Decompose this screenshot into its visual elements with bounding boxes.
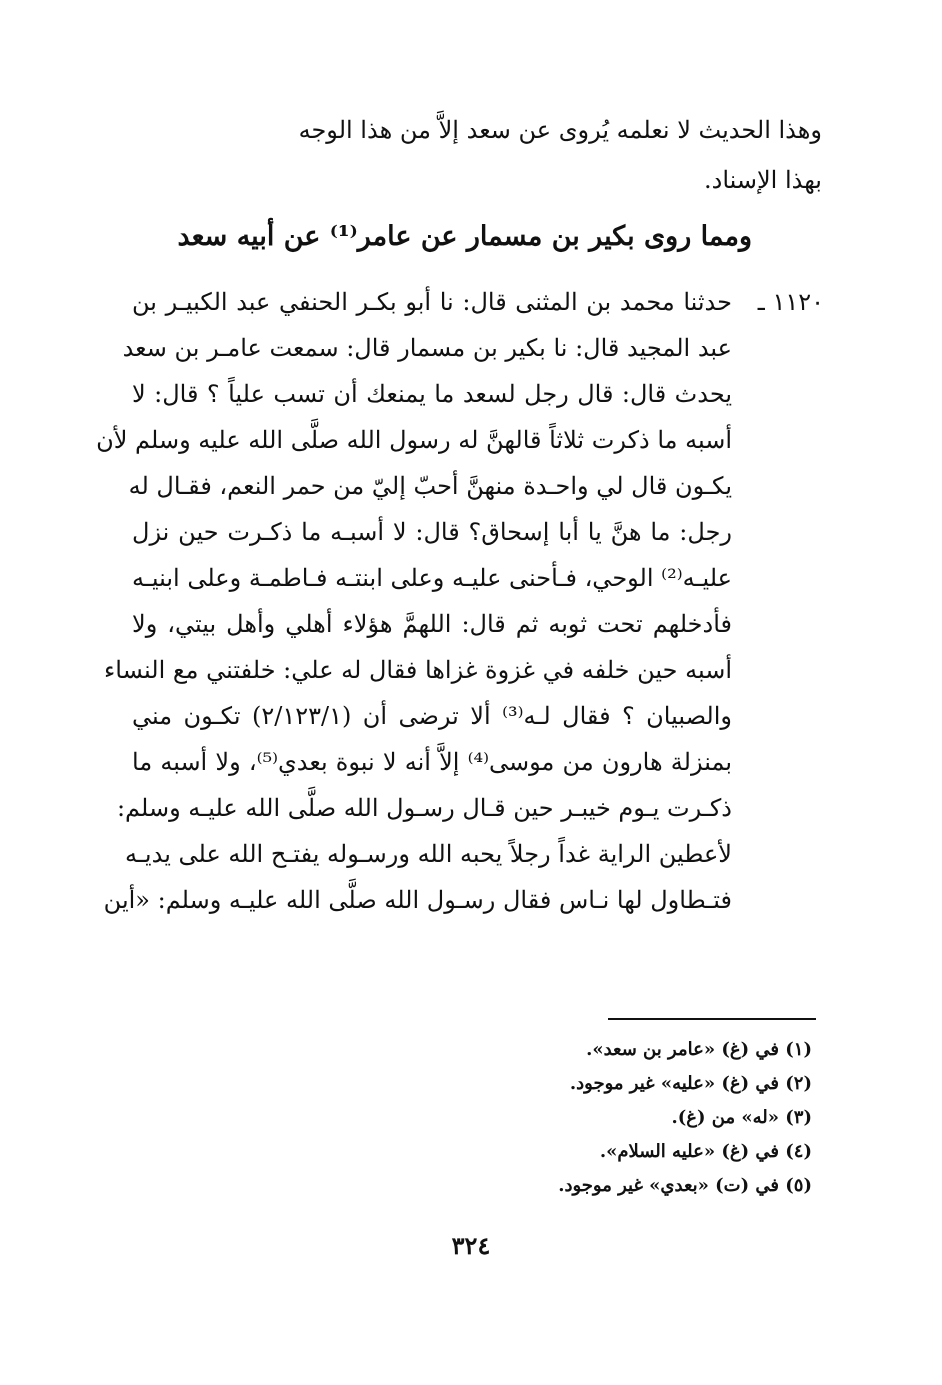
hadith-number: ١١٢٠ ـ	[757, 288, 824, 316]
intro-line-2: بهذا الإسناد.	[704, 166, 822, 194]
hadith-line: بمنزلة هارون من موسى⁽⁴⁾ إلاَّ أنه لا نبوة بعدي⁽⁵⁾، ولا أسبه ما	[132, 748, 732, 776]
hadith-line: حدثنا محمد بن المثنى قال: نا أبو بكـر الحنفي عبد الكبيـر بن	[132, 288, 732, 316]
hadith-line: فتـطاول لها نـاس فقال رسـول الله صلَّى الله عليـه وسلم: «أين	[103, 886, 732, 914]
footnote-divider	[608, 1018, 816, 1020]
section-heading: ومما روى بكير بن مسمار عن عامر⁽¹⁾ عن أبيه سعد	[177, 221, 752, 252]
intro-line-1: وهذا الحديث لا نعلمه يُروى عن سعد إلاَّ من هذا الوجه	[298, 116, 822, 144]
hadith-line: عليـه⁽²⁾ الوحي، فـأحنى عليـه وعلى ابنتـه فـاطمـة وعلى ابنيـه	[131, 564, 732, 592]
footnote-5: (٥) في (ت) «بعدي» غير موجود.	[558, 1175, 812, 1196]
hadith-line: أسبه ما ذكرت ثلاثاً قالهنَّ له رسول الله صلَّى الله عليه وسلم لأن	[96, 426, 732, 454]
footnote-2: (٢) في (غ) «عليه» غير موجود.	[569, 1073, 812, 1094]
hadith-line: عبد المجيد قال: نا بكير بن مسمار قال: سمعت عامـر بن سعد	[122, 334, 732, 362]
hadith-line: ذكـرت يـوم خيبـر حين قـال رسـول الله صلَّى الله عليـه وسلم:	[116, 794, 732, 822]
hadith-line: يحدث قال: قال رجل لسعد ما يمنعك أن تسب علياً ؟ قال: لا	[132, 380, 732, 408]
footnote-3: (٣) «له» من (غ).	[671, 1107, 812, 1128]
hadith-line: والصبيان ؟ فقال لـه⁽³⁾ ألا ترضى أن (٢/١٢٣/١) تكـون مني	[132, 702, 732, 730]
footnote-4: (٤) في (غ) «عليه السلام».	[599, 1141, 812, 1162]
hadith-line: يكـون قال لي واحـدة منهنَّ أحبّ إليّ من حمر النعم، فقـال له	[128, 472, 732, 500]
hadith-line: رجل: ما هنَّ يا أبا إسحاق؟ قال: لا أسبـه ما ذكـرت حين نزل	[132, 518, 732, 546]
hadith-line: لأعطين الراية غداً رجلاً يحبه الله ورسـوله يفتـح الله على يديـه	[125, 840, 732, 868]
page-number: ٣٢٤	[451, 1231, 491, 1260]
hadith-line: أسبه حين خلفه في غزوة غزاها فقال له علي: خلفتني مع النساء	[104, 656, 732, 684]
footnote-1: (١) في (غ) «عامر بن سعد».	[586, 1039, 812, 1060]
hadith-line: فأدخلهم تحت ثوبه ثم قال: اللهمَّ هؤلاء أهلي وأهل بيتي، ولا	[132, 610, 732, 638]
